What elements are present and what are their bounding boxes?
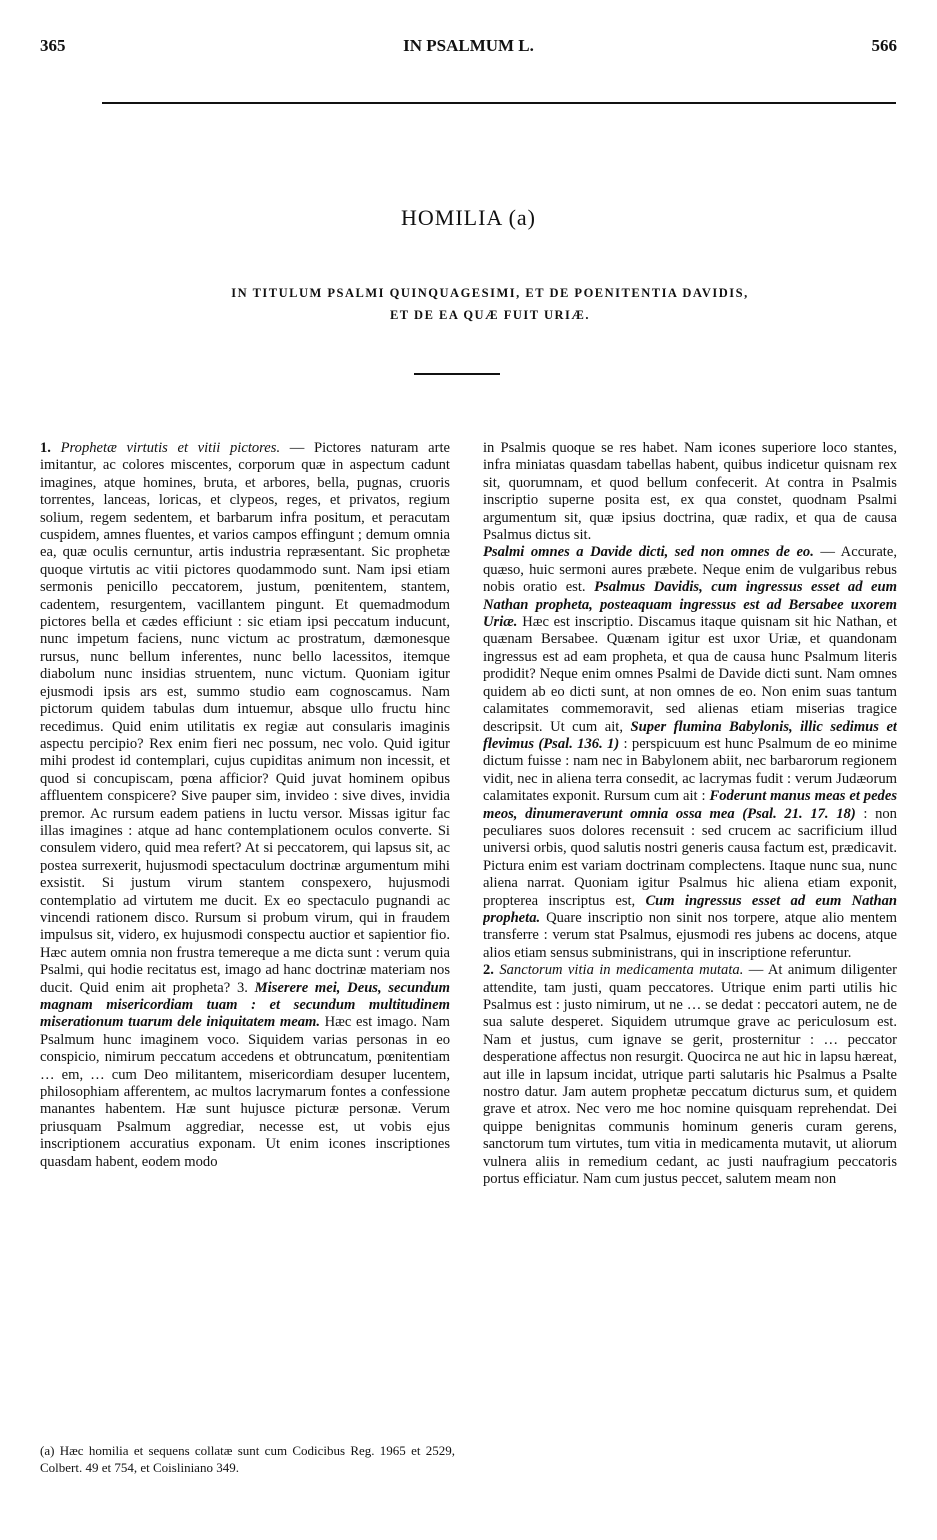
running-head (40, 36, 897, 60)
paragraph-1 (40, 440, 450, 1171)
paragraph-text: Quare inscriptio non sinit nos torpere, atque alio mentem transferre : verum stat Psalmus, ejusmodi res jubens ac docens, atque alios etiam sensus subministrans, qui in inscriptione referuntur. (483, 909, 897, 961)
paragraph-text: — At animum diligenter attendite, tam justi, quam peccatores. Utrique enim parti utilis hic Psalmus est : justo nimirum, ut ne … se dedat : peccatori autem, ne de sua salute desperet. Siquidem utrumque grave ac periculosum est. Nam et justus, cum ignave se gerit, prosternitur : … peccator desperatione affectus non resurgit. Quocirca ne aut hic in lapsu hæreat, aut ille in lapsum incidat, utrique parti salutaris hic Psalmus a Psalte nostro datur. Jam autem prophetæ peccatum dicturus sum, et quidem grave et atrox. Nec vero me hoc nomine quisquam reprehendat. Dei quippe benignitas communis hominum generis curam gerens, sanctorum tum virtutes, tum vitia in medicamenta mutavit, ut aliorum vulnera aliis in remedium cedant, ac justi naufragium peccatoris portus efficiatur. Nam cum justus peccet, salutem meam non (483, 962, 897, 1188)
scripture-reference: (Psal. 21. 17. 18) (734, 805, 856, 822)
subtitle-line-2: ET DE EA QUÆ FUIT URIÆ. (389, 308, 591, 322)
scripture-quote: Cum ingressus esset ad eum Nathan propheta. (483, 892, 897, 926)
scripture-quote: Foderunt manus meas et pedes meos, dinumeraverunt omnia ossa mea (483, 788, 897, 822)
left-column (40, 440, 450, 1410)
homily-subtitle (120, 282, 860, 326)
paragraph-2 (483, 544, 897, 962)
section-number: 1. (40, 440, 51, 456)
scripture-quote: Super flumina Babylonis, illic sedimus et flevimus (483, 718, 897, 752)
section-heading: Psalmi omnes a Davide dicti, sed non omnes de eo. (483, 544, 814, 561)
paragraph-text: : non peculiares suos dolores recensuit : sed crucem ac sacrificium illud universi orbis, quod salutis nostri generis causa factum est, prædicavit. Pictura enim est variam doctrinam complectens. Itaque nunc sua, nunc aliena narrat. Quoniam igitur Psalmus hic aliena etiam exponit, propterea inscriptus est, (483, 805, 897, 909)
paragraph-text: : perspicuum est hunc Psalmum de eo minime dictum fuisse : nam nec in Babylonem abiit, nec barbarorum regionem vidit, nec in aliena terra consedit, ac lacrymas fudit : verum Judæorum calamitates exponit. Rursum cum ait : (483, 735, 897, 805)
page-number-left: 365 (40, 36, 66, 55)
paragraph-text: Hæc est inscriptio. Discamus itaque quisnam sit hic Nathan, et quænam Bersabee. Quænam igitur est uxor Uriæ, et quandonam ingressus est ad eam propheta, et qua de causa hunc Psalmum literis prodidit? Neque enim omnes Psalmi de Davide dicti sunt. Nam omnes quidem ab eo dicti sunt, at non omnes de eo. Non enim suas tantum calamitates commemoravit, sed alienas etiam miserias tragice descripsit. Ut cum ait, (483, 614, 897, 735)
footnote-marker: (a) (40, 1443, 55, 1458)
paragraph-3 (483, 962, 897, 1188)
paragraph-text: — Accurate, quæso, huic sermoni aures præbete. Neque enim de vulgaribus rebus nobis oratio est. (483, 544, 897, 596)
section-number: 2. (483, 962, 494, 979)
footnote (40, 1442, 455, 1476)
title-rule (414, 373, 500, 375)
section-heading: Prophetæ virtutis et vitii pictores. (60, 440, 281, 456)
scripture-quote: Psalmus Davidis, cum ingressus esset ad eum Nathan propheta, posteaquam ingressus est ad Bersabee uxorem Uriæ. (483, 579, 897, 631)
paragraph-text: — Pictores naturam arte imitantur, ac colores miscentes, corporum quæ in aspectum cadunt imagines, atque homines, bruta, et arbores, bella, pugnas, cruoris torrentes, lanceas, loricas, et clypeos, reges, et privatos, regium solium, regem sedentem, et barbarum infra positum, et peracutam cuspidem, amnes fluentes, et varios campos effingunt ; demum omnia ea, quæ oculis cernuntur, artis industria repræsentant. Sic prophetæ quoque virtutis ac vitii pictores quodammodo sunt. Nam ipsi etiam sermonis penicillo peccatorem, justum, pœnitentem, stantem, cadentem, resurgentem, vacillantem pingunt. Et quemadmodum pictores bella et cædes efficiunt : sic etiam ipsi peccatum inducunt, nunc impetum faciens, nunc victum ac prostratum, dæmonesque rursus, nunc bellum inferentes, nunc bello lacessitos, itemque diabolum nunc insidias struentem, nunc victum. Quoniam igitur ejusmodi ipsis ars est, summo studio eam cognoscamus. Nam pictorum quidem tabulas dum intuemur, absque ullo fructu hinc recedimus. Quid enim utilitatis ex regiæ aut consularis imaginis aspectu percipio? Rex enim fieri nec possum, nec volo. Quid igitur mihi prodest id contemplari, cujus cupiditas animum non incessit, et quod si concupiscam, pœna afficior? Quid juvat hominem opibus affluentem conspicere? Sive pauper sim, invideo : sive dives, invidia premor. Ac rursum eadem patiens in luctu versor. Missas igitur fac illas imagines : atque ad hanc contemplationem oculos converte. Si consulem videro, quid mea refert? At si peccatorem, qui lapsus sit, ac postea surrexerit, hujusmodi spectaculum doctrinæ argumentum mihi exsistit. Si justum virum stantem conspexero, hujusmodi contemplatio ad virtutem me ducit. Ex eo spectaculo pugnandi ac vincendi rationem disco. Rursum si probum virum, qui in fraudem impulsus sit, videro, ex hujusmodi conspectu auctior et sapientior fio. Hæc autem omnia non frustra temereque a me dicta sunt : verum quia Psalmi, qui hodie recitatus est, imago ad hanc doctrinæ materiam nos ducit. Quid enim ait propheta? 3. (40, 440, 450, 996)
paragraph-text-continued: Hæc est imago. Nam Psalmum hunc imaginem voco. Siquidem varias personas in eo conspicio, nimirum peccatum accedens et obtruncatum, pœnitentiam … em, … cum Deo militantem, misericordiam desuper lucentem, philosophiam afferentem, ac multos lacrymarum fontes a confessione manantes habentem. Hæ sunt hujusce picturæ personæ. Verum priusquam Psalmum aggrediar, necesse est, ut vobis ejus inscriptionem accuratius exponam. Ut enim icones inscriptiones quasdam habent, eodem modo (40, 1014, 450, 1170)
homily-title: HOMILIA (a) (400, 205, 537, 230)
right-column (483, 440, 897, 1505)
header-rule (102, 102, 896, 104)
subtitle-line-1: IN TITULUM PSALMI QUINQUAGESIMI, ET DE POENITENTIA DAVIDIS, (231, 286, 749, 300)
paragraph-continued: in Psalmis quoque se res habet. Nam icones superiore loco stantes, infra miniatas quasdam tabellas habent, quibus indicetur quisnam rex sit, quorumnam, et quod bellum confecerit. At contra in Psalmis inscriptio superne posita est, ex qua constet, quodnam Psalmi argumentum sit, quæ ipsius doctrina, quæ radix, et qua de causa Psalmus dictus sit. (483, 440, 897, 544)
scripture-quote: Miserere mei, Deus, secundum magnam misericordiam tuam : et secundum multitudinem miserationum tuarum dele iniquitatem meam. (40, 979, 450, 1031)
scripture-reference: (Psal. 136. 1) (534, 735, 620, 752)
section-heading: Sanctorum vitia in medicamenta mutata. (499, 962, 744, 979)
footnote-text: Hæc homilia et sequens collatæ sunt cum Codicibus Reg. 1965 et 2529, Colbert. 49 et 754, et Coisliniano 349. (40, 1443, 455, 1475)
running-title: IN PSALMUM L. (403, 36, 534, 55)
page-number-right: 566 (871, 36, 897, 55)
